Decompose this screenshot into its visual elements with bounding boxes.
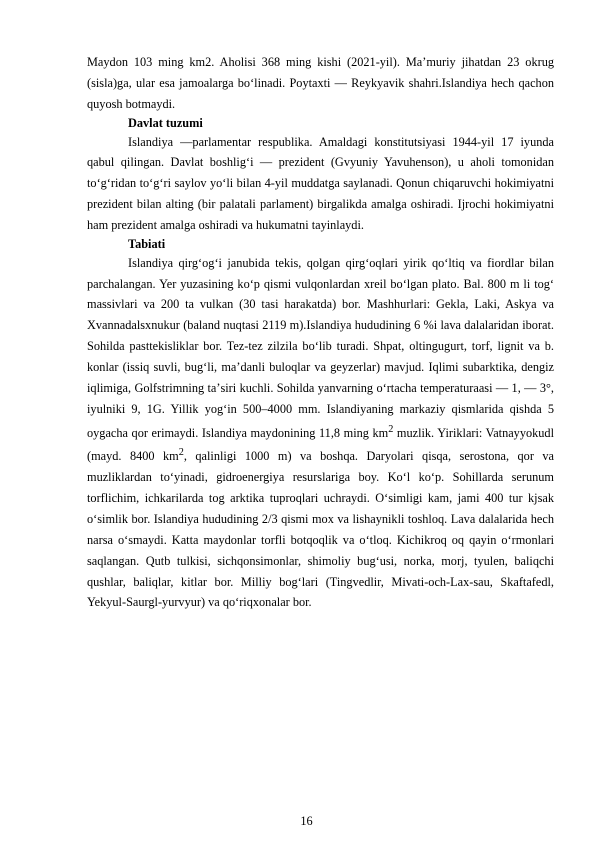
nature-text-part-1: Islandiya qirgʻogʻi janubida tekis, qolgan qirgʻoqlari yirik qoʻltiq va fiordlar bilan parchalangan. Yer yuzasining koʻp qismi vulqonlardan xreil boʻlgan plato. Bal. 800 m li togʻ massivlari va 200 ta vulkan (30 tasi harakatda) bor. Mashhurlari: Gekla, Laki, Askya va Xvannadalsxnukur (baland nuqtasi 2119 m).Islandiya hududining 6 %i lava dalalaridan iborat. Sohilda pasttekisliklar bor. Tez-tez zilzila boʻlib turadi. Shpat, oltingugurt, torf, lignit va b. konlar (issiq suvli, bugʻli, maʼdanli buloqlar va geyzerlar) mavjud. Iqlimi subarktika, dengiz iqlimiga, Golfstrimning taʼsiri kuchli. Sohilda yanvarning oʻrtacha temperaturaasi — 1, — 3°, iyulniki 9, 1G. Yillik yogʻin 500–4000 mm. Islandiyaning markaziy qismlarida qishda 5 oygacha qor erimaydi. Islandiya maydonining 11,8 ming km: [87, 255, 554, 440]
page-body: [87, 52, 554, 613]
nature-text-part-2: muzlik. Yiriklari: Vatnayyokudl (mayd. 8400 km: [87, 425, 554, 464]
nature-heading: Tabiati: [128, 236, 166, 251]
superscript-2: 2: [388, 423, 394, 435]
nature-text-part-3: , qalinligi 1000 m) va boshqa. Daryolari qisqa, serostona, qor va muzliklardan toʻyinadi, gidroenergiya resurslariga boy. Koʻl koʻp. Sohillarda serunum torflichim, ichkarilarda tog arktika tuproqlari uchraydi. Oʻsimligi kam, jami 400 tur kjsak oʻsimlik bor. Islandiya hududining 2/3 qismi mox va lishaynikli toshloq. Lava dalalarida hech narsa oʻsmaydi. Katta maydonlar torfli botqoqlik va oʻtloq. Kichikroq oq qayin oʻrmonlari saqlangan. Qutb tulkisi, sichqonsimonlar, shimoliy bugʻusi, norka, morj, tyulen, baliqchi qushlar, baliqlar, kitlar bor. Milliy bogʻlari (Tingvedlir, Mivati-och-Lax-sau, Skaftafedl, Yekyul-Saurgl-yurvyur) va qoʻriqxonalar bor.: [87, 449, 554, 610]
intro-paragraph: Maydon 103 ming km2. Aholisi 368 ming kishi (2021-yil). Maʼmuriy jihatdan 23 okrug (sisla)ga, ular esa jamoalarga bo‘linadi. Poytaxti — Reykyavik shahri.Islandiya hech qachon quyosh botmaydi.: [87, 55, 554, 111]
superscript-2b: 2: [178, 447, 184, 459]
page-number: 16: [300, 814, 313, 828]
government-heading: Davlat tuzumi: [128, 115, 203, 130]
government-paragraph: Islandiya —parlamentar respublika. Amaldagi konstitutsiyasi 1944-yil 17 iyunda qabul qilingan. Davlat boshligʻi — prezident (Gvyuniy Yavuhenson), u aholi tomonidan toʻgʻridan to‘g‘ri saylov yoʻli bilan 4-yil muddatga saylanadi. Qonun chiqaruvchi hokimiyatni prezident bilan alting (bir palatali parlament) birgalikda amalga oshiradi. Ijrochi hokimiyatni ham prezident amalga oshiradi va hukumatni tayinlaydi.: [87, 134, 554, 232]
nature-paragraph: [87, 253, 554, 614]
